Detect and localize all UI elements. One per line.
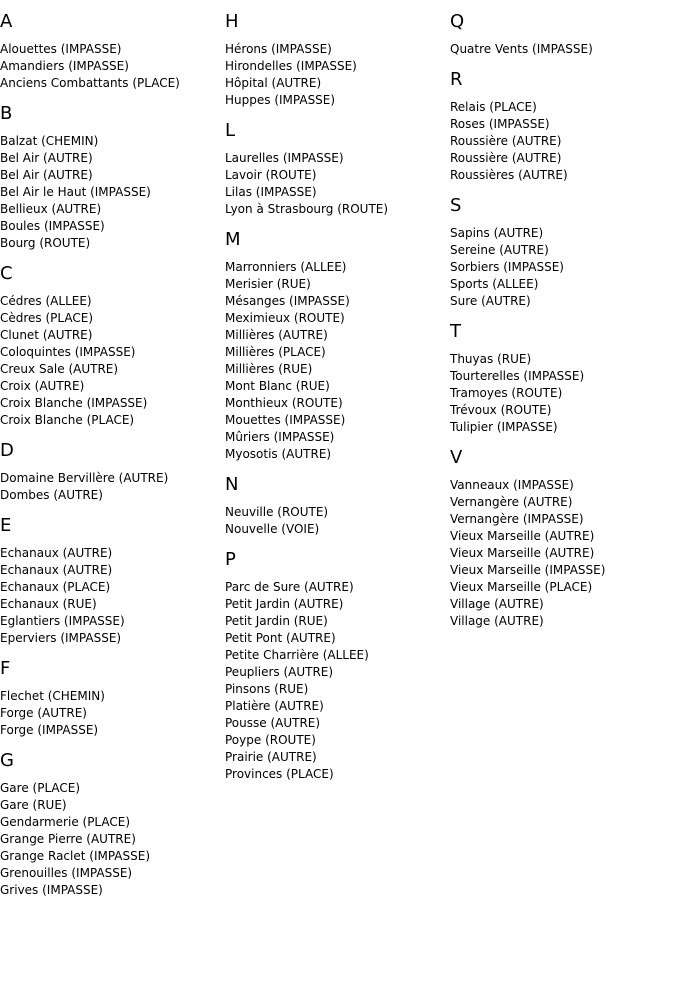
street-entry: Pinsons (RUE) bbox=[225, 682, 309, 696]
letter-section bbox=[450, 321, 670, 436]
street-entry: Millières (PLACE) bbox=[225, 345, 326, 359]
street-entry: Anciens Combattants (PLACE) bbox=[0, 76, 180, 90]
street-entry: Gare (RUE) bbox=[0, 798, 67, 812]
section-letter-heading: V bbox=[450, 447, 463, 468]
section-letter-heading: G bbox=[0, 750, 14, 771]
street-entry: Village (AUTRE) bbox=[450, 597, 544, 611]
street-entry: Creux Sale (AUTRE) bbox=[0, 362, 119, 376]
street-entry: Boules (IMPASSE) bbox=[0, 219, 105, 233]
street-entry: Grange Pierre (AUTRE) bbox=[0, 832, 136, 846]
street-entry: Lilas (IMPASSE) bbox=[225, 185, 317, 199]
street-entry: Bel Air le Haut (IMPASSE) bbox=[0, 185, 151, 199]
letter-section bbox=[225, 549, 445, 783]
letter-section bbox=[225, 11, 445, 109]
street-list bbox=[0, 293, 220, 429]
street-entry: Echanaux (AUTRE) bbox=[0, 563, 113, 577]
section-letter-heading: L bbox=[225, 120, 236, 141]
street-entry: Echanaux (PLACE) bbox=[0, 580, 111, 594]
street-entry: Hirondelles (IMPASSE) bbox=[225, 59, 357, 73]
street-entry: Vieux Marseille (IMPASSE) bbox=[450, 563, 606, 577]
section-letter-heading: T bbox=[450, 321, 461, 342]
street-entry: Clunet (AUTRE) bbox=[0, 328, 93, 342]
street-entry: Grange Raclet (IMPASSE) bbox=[0, 849, 151, 863]
section-letter-heading: N bbox=[225, 474, 239, 495]
street-entry: Platière (AUTRE) bbox=[225, 699, 324, 713]
street-entry: Roussière (AUTRE) bbox=[450, 134, 562, 148]
street-entry: Tulipier (IMPASSE) bbox=[450, 420, 558, 434]
column-1 bbox=[0, 0, 220, 902]
street-list bbox=[0, 133, 220, 252]
street-list bbox=[450, 99, 670, 184]
street-entry: Domaine Bervillère (AUTRE) bbox=[0, 471, 169, 485]
letter-section bbox=[225, 474, 445, 538]
street-entry: Neuville (ROUTE) bbox=[225, 505, 329, 519]
street-entry: Sports (ALLEE) bbox=[450, 277, 539, 291]
street-entry: Petit Jardin (RUE) bbox=[225, 614, 328, 628]
street-entry: Croix Blanche (IMPASSE) bbox=[0, 396, 148, 410]
street-entry: Provinces (PLACE) bbox=[225, 767, 334, 781]
street-entry: Monthieux (ROUTE) bbox=[225, 396, 343, 410]
letter-section bbox=[0, 103, 220, 252]
street-list bbox=[0, 41, 220, 92]
letter-section bbox=[450, 69, 670, 184]
street-entry: Laurelles (IMPASSE) bbox=[225, 151, 344, 165]
letter-section bbox=[450, 447, 670, 630]
street-entry: Nouvelle (VOIE) bbox=[225, 522, 320, 536]
street-entry: Mouettes (IMPASSE) bbox=[225, 413, 346, 427]
street-entry: Tourterelles (IMPASSE) bbox=[450, 369, 585, 383]
letter-section bbox=[0, 515, 220, 647]
street-entry: Quatre Vents (IMPASSE) bbox=[450, 42, 593, 56]
column-2 bbox=[225, 0, 445, 786]
letter-section bbox=[0, 658, 220, 739]
street-entry: Roses (IMPASSE) bbox=[450, 117, 550, 131]
street-entry: Mésanges (IMPASSE) bbox=[225, 294, 350, 308]
street-list bbox=[450, 41, 670, 58]
section-letter-heading: H bbox=[225, 11, 239, 32]
street-entry: Meximieux (ROUTE) bbox=[225, 311, 345, 325]
street-entry: Vieux Marseille (AUTRE) bbox=[450, 529, 595, 543]
street-entry: Sure (AUTRE) bbox=[450, 294, 531, 308]
street-entry: Vernangère (AUTRE) bbox=[450, 495, 573, 509]
street-entry: Croix (AUTRE) bbox=[0, 379, 85, 393]
letter-section bbox=[0, 11, 220, 92]
street-entry: Lavoir (ROUTE) bbox=[225, 168, 317, 182]
street-entry: Dombes (AUTRE) bbox=[0, 488, 103, 502]
section-letter-heading: R bbox=[450, 69, 463, 90]
street-list bbox=[0, 688, 220, 739]
street-entry: Cédres (ALLEE) bbox=[0, 294, 92, 308]
street-entry: Sapins (AUTRE) bbox=[450, 226, 544, 240]
street-entry: Cèdres (PLACE) bbox=[0, 311, 94, 325]
street-entry: Tramoyes (ROUTE) bbox=[450, 386, 563, 400]
letter-section bbox=[450, 195, 670, 310]
street-entry: Vieux Marseille (AUTRE) bbox=[450, 546, 595, 560]
section-letter-heading: Q bbox=[450, 11, 465, 32]
street-entry: Croix Blanche (PLACE) bbox=[0, 413, 135, 427]
street-entry: Millières (RUE) bbox=[225, 362, 313, 376]
street-list bbox=[0, 780, 220, 899]
street-entry: Bel Air (AUTRE) bbox=[0, 168, 93, 182]
street-entry: Roussière (AUTRE) bbox=[450, 151, 562, 165]
street-entry: Echanaux (RUE) bbox=[0, 597, 97, 611]
street-entry: Thuyas (RUE) bbox=[450, 352, 532, 366]
street-entry: Pousse (AUTRE) bbox=[225, 716, 321, 730]
street-list bbox=[225, 504, 445, 538]
section-letter-heading: D bbox=[0, 440, 14, 461]
letter-section bbox=[450, 11, 670, 58]
section-letter-heading: B bbox=[0, 103, 13, 124]
street-entry: Merisier (RUE) bbox=[225, 277, 311, 291]
letter-section bbox=[0, 440, 220, 504]
street-entry: Alouettes (IMPASSE) bbox=[0, 42, 122, 56]
street-list bbox=[225, 579, 445, 783]
street-list bbox=[450, 477, 670, 630]
street-entry: Eglantiers (IMPASSE) bbox=[0, 614, 125, 628]
street-entry: Hôpital (AUTRE) bbox=[225, 76, 322, 90]
street-entry: Roussières (AUTRE) bbox=[450, 168, 568, 182]
street-entry: Vieux Marseille (PLACE) bbox=[450, 580, 593, 594]
street-list bbox=[450, 351, 670, 436]
street-entry: Amandiers (IMPASSE) bbox=[0, 59, 129, 73]
street-list bbox=[225, 150, 445, 218]
section-letter-heading: P bbox=[225, 549, 236, 570]
street-entry: Bourg (ROUTE) bbox=[0, 236, 91, 250]
street-list bbox=[225, 259, 445, 463]
street-entry: Petit Jardin (AUTRE) bbox=[225, 597, 344, 611]
column-3 bbox=[450, 0, 670, 633]
street-entry: Bel Air (AUTRE) bbox=[0, 151, 93, 165]
letter-section bbox=[225, 120, 445, 218]
section-letter-heading: C bbox=[0, 263, 13, 284]
section-letter-heading: E bbox=[0, 515, 12, 536]
letter-section bbox=[225, 229, 445, 463]
street-entry: Forge (IMPASSE) bbox=[0, 723, 99, 737]
street-entry: Peupliers (AUTRE) bbox=[225, 665, 334, 679]
street-list bbox=[0, 545, 220, 647]
street-entry: Eperviers (IMPASSE) bbox=[0, 631, 122, 645]
street-list bbox=[225, 41, 445, 109]
street-entry: Village (AUTRE) bbox=[450, 614, 544, 628]
street-entry: Poype (ROUTE) bbox=[225, 733, 316, 747]
street-entry: Flechet (CHEMIN) bbox=[0, 689, 105, 703]
street-entry: Millières (AUTRE) bbox=[225, 328, 328, 342]
section-letter-heading: S bbox=[450, 195, 462, 216]
street-entry: Coloquintes (IMPASSE) bbox=[0, 345, 136, 359]
section-letter-heading: A bbox=[0, 11, 13, 32]
street-list bbox=[450, 225, 670, 310]
street-entry: Bellieux (AUTRE) bbox=[0, 202, 102, 216]
street-entry: Trévoux (ROUTE) bbox=[450, 403, 552, 417]
street-entry: Petite Charrière (ALLEE) bbox=[225, 648, 369, 662]
street-entry: Gare (PLACE) bbox=[0, 781, 81, 795]
street-entry: Hérons (IMPASSE) bbox=[225, 42, 332, 56]
street-entry: Forge (AUTRE) bbox=[0, 706, 87, 720]
letter-section bbox=[0, 750, 220, 899]
street-entry: Vernangère (IMPASSE) bbox=[450, 512, 584, 526]
street-entry: Marronniers (ALLEE) bbox=[225, 260, 347, 274]
street-entry: Sorbiers (IMPASSE) bbox=[450, 260, 564, 274]
street-entry: Mûriers (IMPASSE) bbox=[225, 430, 335, 444]
section-letter-heading: F bbox=[0, 658, 11, 679]
street-entry: Echanaux (AUTRE) bbox=[0, 546, 113, 560]
street-entry: Vanneaux (IMPASSE) bbox=[450, 478, 574, 492]
street-entry: Parc de Sure (AUTRE) bbox=[225, 580, 354, 594]
street-entry: Prairie (AUTRE) bbox=[225, 750, 317, 764]
section-letter-heading: M bbox=[225, 229, 241, 250]
street-entry: Grenouilles (IMPASSE) bbox=[0, 866, 133, 880]
street-entry: Myosotis (AUTRE) bbox=[225, 447, 332, 461]
street-entry: Huppes (IMPASSE) bbox=[225, 93, 336, 107]
street-entry: Gendarmerie (PLACE) bbox=[0, 815, 131, 829]
letter-section bbox=[0, 263, 220, 429]
street-entry: Sereine (AUTRE) bbox=[450, 243, 549, 257]
street-entry: Balzat (CHEMIN) bbox=[0, 134, 99, 148]
street-entry: Relais (PLACE) bbox=[450, 100, 537, 114]
street-entry: Lyon à Strasbourg (ROUTE) bbox=[225, 202, 389, 216]
street-entry: Mont Blanc (RUE) bbox=[225, 379, 330, 393]
street-list bbox=[0, 470, 220, 504]
street-entry: Grives (IMPASSE) bbox=[0, 883, 103, 897]
street-entry: Petit Pont (AUTRE) bbox=[225, 631, 336, 645]
